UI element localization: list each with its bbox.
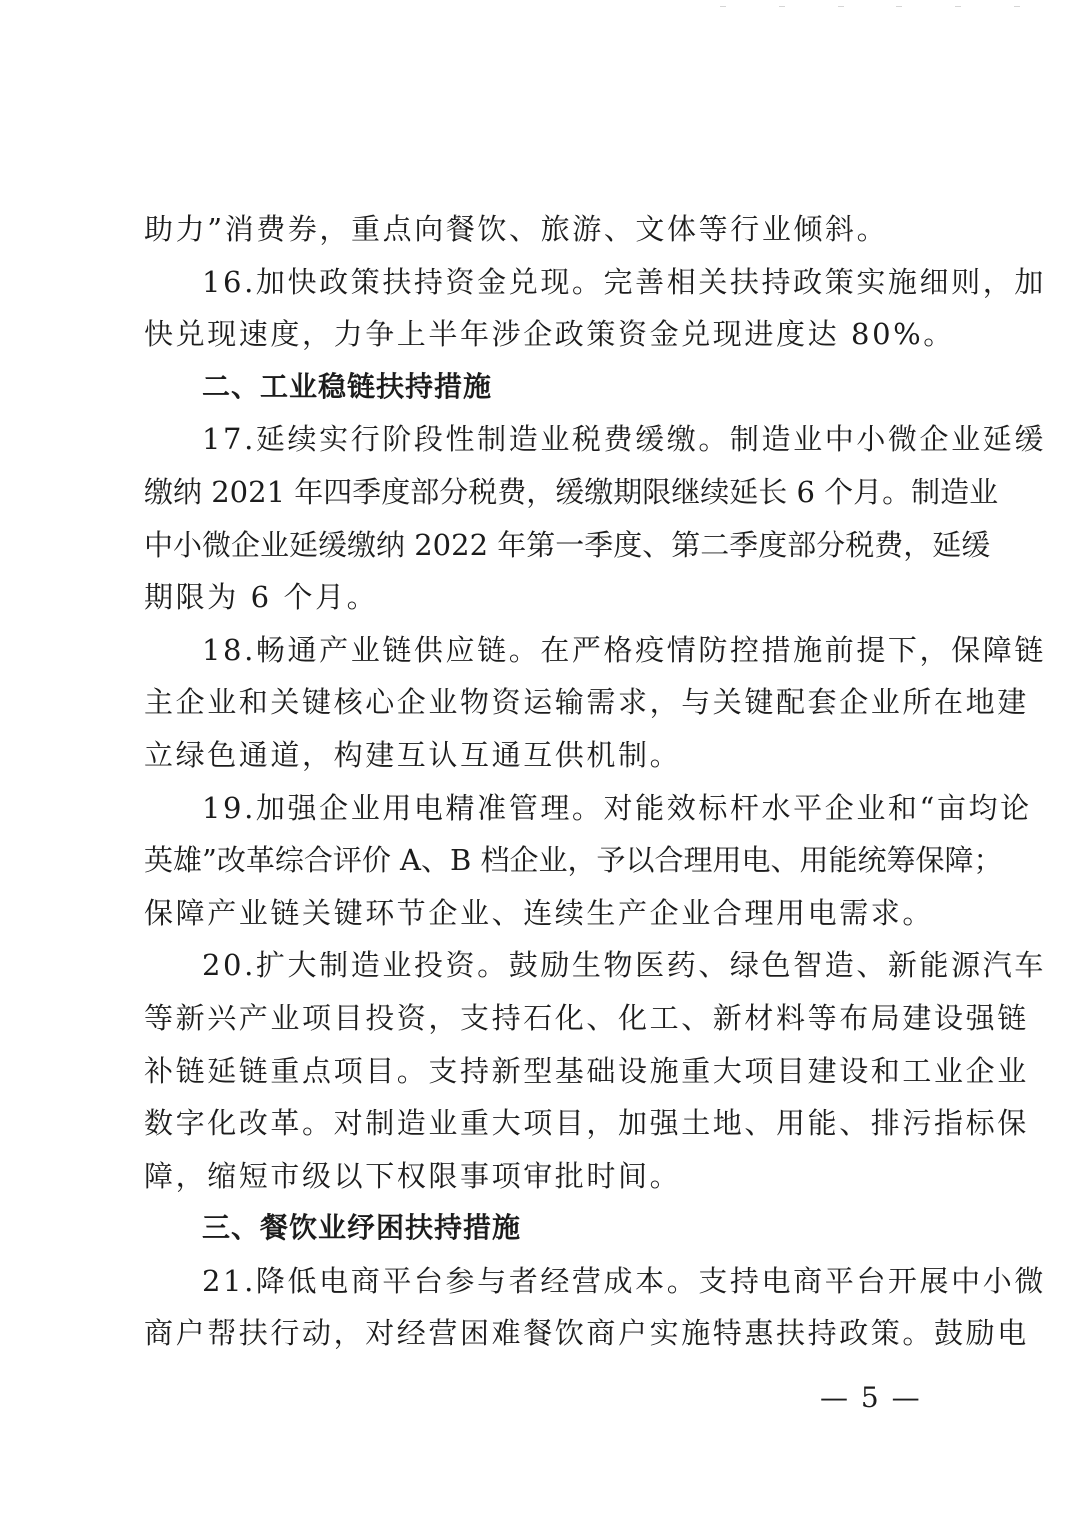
text-line: 等新兴产业项目投资，支持石化、化工、新材料等布局建设强链: [144, 1000, 1029, 1035]
scan-artifact: [720, 6, 1020, 12]
text-line: 缴纳 2021 年四季度部分税费，缓缴期限继续延长 6 个月。制造业: [144, 474, 999, 509]
text-line: 期限为 6 个月。: [144, 580, 379, 615]
text-line: 快兑现速度，力争上半年涉企政策资金兑现进度达 80%。: [144, 317, 955, 352]
section-heading: 三、餐饮业纾困扶持措施: [202, 1211, 522, 1245]
text-line: 障，缩短市级以下权限事项审批时间。: [144, 1158, 682, 1193]
text-line: 21.降低电商平台参与者经营成本。支持电商平台开展中小微: [202, 1263, 1046, 1298]
section-heading: 二、工业稳链扶持措施: [202, 369, 493, 403]
text-line: 补链延链重点项目。支持新型基础设施重大项目建设和工业企业: [144, 1053, 1029, 1088]
text-line: 主企业和关键核心企业物资运输需求，与关键配套企业所在地建: [144, 685, 1029, 720]
page-number: — 5 —: [820, 1381, 922, 1414]
text-line: 19.加强企业用电精准管理。对能效标杆水平企业和“亩均论: [202, 790, 1032, 825]
text-line: 16.加快政策扶持资金兑现。完善相关扶持政策实施细则，加: [202, 264, 1046, 299]
text-line: 中小微企业延缓缴纳 2022 年第一季度、第二季度部分税费，延缓: [144, 527, 991, 562]
text-line: 17.延续实行阶段性制造业税费缓缴。制造业中小微企业延缓: [202, 422, 1046, 457]
text-line: 英雄”改革综合评价 A、B 档企业，予以合理用电、用能统筹保障；: [144, 843, 1003, 878]
text-line: 保障产业链关键环节企业、连续生产企业合理用电需求。: [144, 895, 935, 930]
text-line: 18.畅通产业链供应链。在严格疫情防控措施前提下，保障链: [202, 632, 1046, 667]
text-line: 20.扩大制造业投资。鼓励生物医药、绿色智造、新能源汽车: [202, 948, 1046, 983]
text-line: 立绿色通道，构建互认互通互供机制。: [144, 737, 682, 772]
body-text: [144, 203, 1046, 1360]
text-line: 助力”消费券，重点向餐饮、旅游、文体等行业倾斜。: [144, 212, 889, 246]
text-line: 商户帮扶行动，对经营困难餐饮商户实施特惠扶持政策。鼓励电: [144, 1316, 1029, 1351]
text-line: 数字化改革。对制造业重大项目，加强土地、用能、排污指标保: [144, 1106, 1029, 1141]
